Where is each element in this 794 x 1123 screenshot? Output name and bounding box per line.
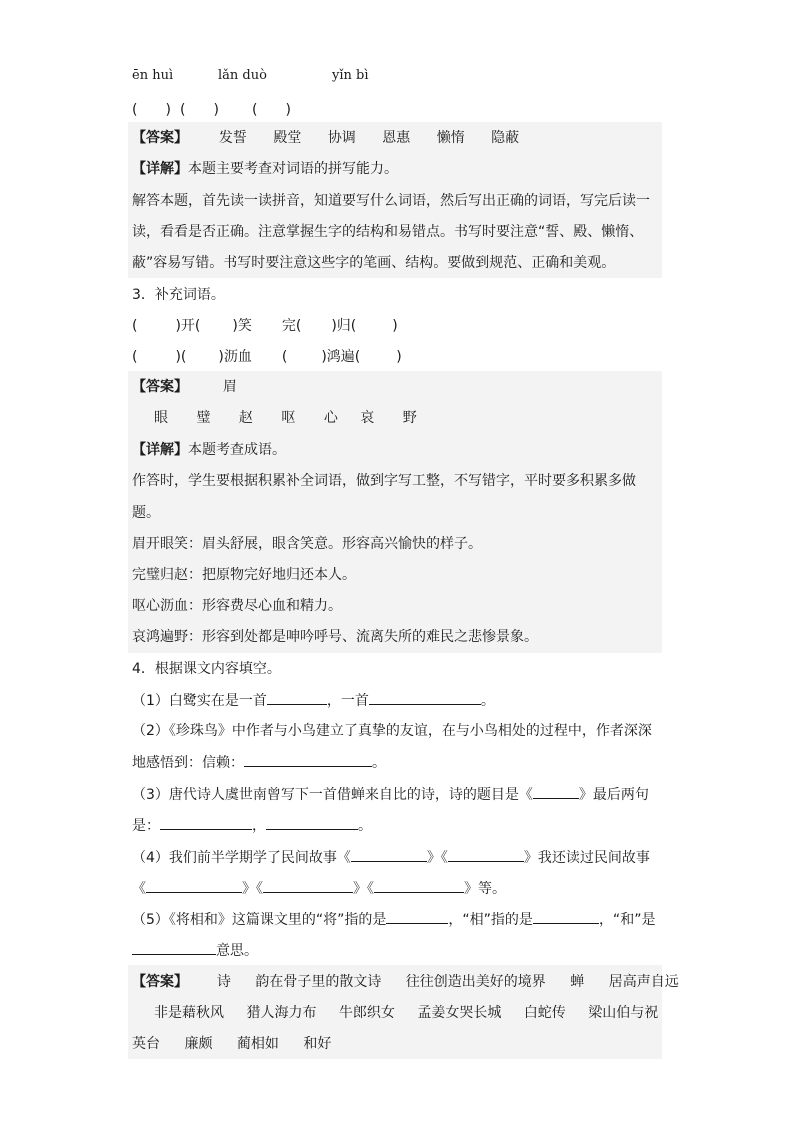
fill-blank	[533, 784, 579, 799]
answer-word: 璧	[196, 410, 211, 426]
pinyin-2: lǎn duò	[218, 68, 267, 83]
q2-analysis-3: 蔽”容易写错。书写时要注意这些字的笔画、结构。要做到规范、正确和美观。	[132, 255, 616, 271]
answer-word: 英台	[132, 1036, 160, 1052]
q2-analysis-1: 解答本题，首先读一读拼音，知道要写什么词语，然后写出正确的词语，写完后读一	[132, 193, 650, 209]
fill-blank	[448, 847, 524, 862]
answer-paren-3: ( )	[252, 102, 291, 118]
detail-label: 【详解】	[132, 442, 188, 458]
pinyin-1: ēn huì	[132, 68, 174, 83]
answer-word: 往往创造出美好的境界	[405, 974, 546, 990]
q3-idiom-row-1: ( )开( )笑 完( )归( )	[132, 318, 398, 334]
q3-idiom-row-2: ( )( )沥血 ( )鸿遍( )	[132, 349, 402, 365]
q3-detail-line	[132, 440, 286, 460]
answer-word: 和好	[303, 1036, 332, 1052]
fill-blank	[263, 878, 353, 893]
answer-word: 诗	[216, 974, 231, 990]
fill-blank	[533, 909, 599, 924]
q3-title: 3．补充词语。	[132, 287, 225, 303]
answer-word: 呕	[281, 410, 296, 426]
q3-analysis-1: 作答时，学生要根据积累补全词语，做到字写工整，不写错字，平时要多积累多做	[132, 473, 636, 489]
fill-blank	[132, 940, 216, 955]
q4-item-2-line-1: （2）《珍珠鸟》中作者与小鸟建立了真挚的友谊，在与小鸟相处的过程中，作者深深	[132, 723, 652, 739]
answer-word: 蔺相如	[236, 1036, 279, 1052]
q3-answer-line-2	[154, 408, 417, 428]
answer-word: 非是藉秋风	[154, 1005, 224, 1021]
answer-word: 协调	[327, 130, 356, 146]
q2-answer-line	[132, 128, 519, 148]
q4-answer-line-1	[132, 972, 679, 992]
q2-analysis-2: 读，看看是否正确。注意掌握生字的结构和易错点。书写时要注意“誓、殿、懒惰、	[132, 224, 644, 240]
fill-blank	[369, 690, 481, 705]
detail-text: 本题考查成语。	[188, 442, 286, 458]
q4-item-4-line-2: 《 》《 》《 》等。	[132, 878, 506, 899]
answer-word: 赵	[238, 410, 253, 426]
fill-blank	[267, 690, 327, 705]
answer-word: 蝉	[570, 974, 585, 990]
q3-analysis-2: 题。	[132, 505, 160, 521]
fill-blank	[160, 815, 252, 830]
answer-word: 恩惠	[382, 130, 411, 146]
answer-word: 心	[323, 410, 338, 426]
answer-word: 梁山伯与祝	[588, 1005, 659, 1021]
answer-word: 哀	[360, 410, 375, 426]
answer-word: 居高声自远	[608, 974, 679, 990]
q4-item-3-line-2: 是： ， 。	[132, 815, 372, 836]
answer-word: 发誓	[218, 130, 247, 146]
fill-blank	[351, 847, 427, 862]
fill-blank	[386, 909, 448, 924]
answer-word: 眉	[222, 379, 237, 395]
answer-paren-1: ( )	[132, 102, 171, 118]
answer-word: 廉颇	[184, 1036, 213, 1052]
fill-blank	[244, 752, 372, 767]
q4-item-1: （1）白鹭实在是一首 ，一首 。	[132, 690, 495, 711]
answer-word: 猎人海力布	[246, 1005, 317, 1021]
answer-word: 懒惰	[436, 130, 465, 146]
q2-detail-line	[132, 159, 398, 179]
q4-answer-line-2	[154, 1003, 658, 1023]
q4-answer-line-3	[132, 1034, 331, 1054]
fill-blank	[266, 815, 358, 830]
answer-word: 牛郎织女	[338, 1005, 395, 1021]
answer-word: 白蛇传	[523, 1005, 566, 1021]
answer-word: 孟姜女哭长城	[417, 1005, 502, 1021]
detail-text: 本题主要考查对词语的拼写能力。	[188, 161, 398, 177]
answer-label: 【答案】	[132, 379, 188, 395]
pinyin-3: yǐn bì	[332, 68, 369, 83]
answer-word: 隐蔽	[491, 130, 520, 146]
answer-label: 【答案】	[132, 974, 188, 990]
q4-item-2-line-2: 地感悟到：信赖： 。	[132, 752, 386, 773]
answer-word: 野	[402, 410, 417, 426]
detail-label: 【详解】	[132, 161, 188, 177]
q4-title: 4．根据课文内容填空。	[132, 661, 281, 677]
answer-paren-2: ( )	[180, 102, 219, 118]
q4-item-5-line-1: （5）《将相和》这篇课文里的“将”指的是 ，“相”指的是 ，“和”是	[132, 909, 655, 930]
answer-word: 殿堂	[273, 130, 302, 146]
q4-item-4-line-1: （4）我们前半学期学了民间故事《 》《 》我还读过民间故事	[132, 847, 650, 868]
q3-answer-line-1	[132, 377, 237, 397]
fill-blank	[374, 878, 464, 893]
q4-item-3-line-1: （3）唐代诗人虞世南曾写下一首借蝉来自比的诗，诗的题目是《 》最后两句	[132, 784, 649, 805]
answer-label: 【答案】	[132, 130, 188, 146]
q4-item-5-line-2: 意思。	[132, 940, 258, 961]
q3-analysis-4: 完璧归赵：把原物完好地归还本人。	[132, 567, 356, 583]
answer-word: 眼	[154, 410, 168, 426]
fill-blank	[146, 878, 242, 893]
q3-analysis-6: 哀鸿遍野：形容到处都是呻吟呼号、流离失所的难民之悲惨景象。	[132, 629, 538, 645]
q3-analysis-3: 眉开眼笑：眉头舒展，眼含笑意。形容高兴愉快的样子。	[132, 536, 482, 552]
q3-analysis-5: 呕心沥血：形容费尽心血和精力。	[132, 598, 342, 614]
answer-word: 韵在骨子里的散文诗	[255, 974, 382, 990]
